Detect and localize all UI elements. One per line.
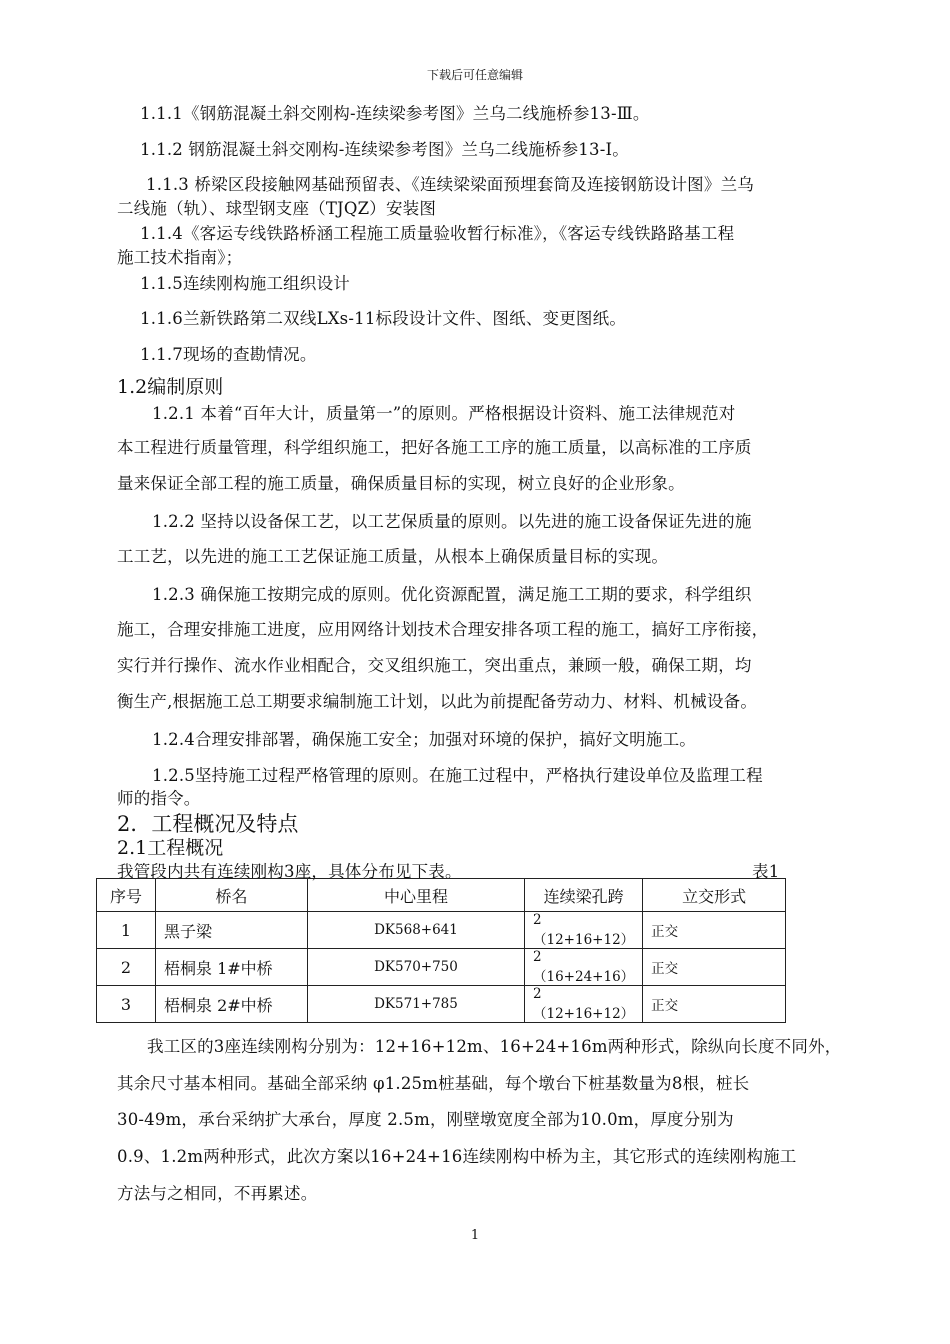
table-cell: 梧桐泉 2#中桥 — [156, 986, 308, 1023]
table-row — [97, 949, 786, 986]
table-cell: 2（12+16+12） — [525, 986, 643, 1023]
principle-line: 衡生产,根据施工总工期要求编制施工计划，以此为前提配备劳动力、材料、机械设备。 — [117, 692, 758, 711]
table-label: 表1 — [752, 862, 780, 881]
principle-line: 1.2.3 确保施工按期完成的原则。优化资源配置，满足施工工期的要求，科学组织 — [152, 585, 752, 604]
overview-line: 其余尺寸基本相同。基础全部采纳 φ1.25m桩基础，每个墩台下桩基数量为8根，桩长 — [117, 1074, 750, 1093]
header-cell: 立交形式 — [643, 879, 786, 912]
principle-line: 1.2.5坚持施工过程严格管理的原则。在施工过程中，严格执行建设单位及监理工程 — [152, 766, 763, 785]
principle-line: 师的指令。 — [117, 789, 201, 808]
table-cell: 正交 — [643, 986, 786, 1023]
principle-line: 1.2.2 坚持以设备保工艺，以工艺保质量的原则。以先进的施工设备保证先进的施 — [152, 512, 752, 531]
ref-1-1-7: 1.1.7现场的查勘情况。 — [140, 345, 317, 364]
ref-1-1-1: 1.1.1《钢筋混凝土斜交刚构-连续梁参考图》兰乌二线施桥参13-Ⅲ。 — [140, 104, 650, 123]
ref-1-1-4-cont: 施工技术指南》； — [117, 248, 243, 267]
ref-1-1-3: 1.1.3 桥梁区段接触网基础预留表、《连续梁梁面预埋套筒及连接钢筋设计图》兰乌 — [146, 175, 754, 194]
table-row — [97, 986, 786, 1023]
ref-1-1-3-cont: 二线施（轨）、球型钢支座（TJQZ）安装图 — [117, 199, 437, 218]
principle-line: 1.2.1 本着“百年大计，质量第一”的原则。严格根据设计资料、施工法律规范对 — [152, 404, 736, 423]
principle-line: 量来保证全部工程的施工质量，确保质量目标的实现，树立良好的企业形象。 — [117, 474, 685, 493]
table-cell: 1 — [97, 912, 156, 949]
table-cell: 黑子梁 — [156, 912, 308, 949]
principle-line: 本工程进行质量管理，科学组织施工，把好各施工工序的施工质量，以高标准的工序质 — [117, 438, 752, 457]
table-cell: 2（12+16+12） — [525, 912, 643, 949]
header-cell: 中心里程 — [308, 879, 525, 912]
section-1-2-title: 1.2编制原则 — [117, 376, 224, 398]
overview-line: 30-49m，承台采纳扩大承台，厚度 2.5m，刚壁墩宽度全部为10.0m，厚度分别为 — [117, 1110, 734, 1129]
header-cell: 桥名 — [156, 879, 308, 912]
table-cell: DK571+785 — [308, 986, 525, 1023]
table-cell: 梧桐泉 1#中桥 — [156, 949, 308, 986]
principle-line: 1.2.4合理安排部署，确保施工安全；加强对环境的保护，搞好文明施工。 — [152, 730, 696, 749]
table-cell: DK568+641 — [308, 912, 525, 949]
table-header-row — [97, 879, 786, 912]
ref-1-1-2: 1.1.2 钢筋混凝土斜交刚构-连续梁参考图》兰乌二线施桥参13-Ⅰ。 — [140, 140, 629, 159]
principle-line: 施工，合理安排施工进度，应用网络计划技术合理安排各项工程的施工，搞好工序衔接， — [117, 620, 769, 639]
overview-line: 方法与之相同，不再累述。 — [117, 1184, 318, 1203]
table-intro: 我管段内共有连续刚构3座，具体分布见下表。 — [117, 862, 462, 881]
table-cell: 正交 — [643, 949, 786, 986]
page-number: 1 — [470, 1228, 480, 1243]
ref-1-1-6: 1.1.6兰新铁路第二双线LXs-11标段设计文件、图纸、变更图纸。 — [140, 309, 627, 328]
table-cell: DK570+750 — [308, 949, 525, 986]
header-cell: 连续梁孔跨 — [525, 879, 643, 912]
table-cell: 2 — [97, 949, 156, 986]
table-cell: 正交 — [643, 912, 786, 949]
section-2-title: 2．工程概况及特点 — [117, 812, 299, 836]
table-cell: 2（16+24+16） — [525, 949, 643, 986]
overview-line: 0.9、1.2m两种形式，此次方案以16+24+16连续刚构中桥为主，其它形式的连续刚构施工 — [117, 1147, 797, 1166]
ref-1-1-5: 1.1.5连续刚构施工组织设计 — [140, 274, 350, 293]
ref-1-1-4: 1.1.4《客运专线铁路桥涵工程施工质量验收暂行标准》，《客运专线铁路路基工程 — [140, 224, 735, 243]
section-2-1-title: 2.1工程概况 — [117, 837, 224, 859]
table-cell: 3 — [97, 986, 156, 1023]
header-cell: 序号 — [97, 879, 156, 912]
page-header: 下载后可任意编辑 — [426, 68, 523, 82]
bridge-table — [96, 878, 786, 1023]
principle-line: 实行并行操作、流水作业相配合，交叉组织施工，突出重点，兼顾一般，确保工期，均 — [117, 656, 752, 675]
table-row — [97, 912, 786, 949]
principle-line: 工工艺，以先进的施工工艺保证施工质量，从根本上确保质量目标的实现。 — [117, 547, 669, 566]
overview-line: 我工区的3座连续刚构分别为：12+16+12m、16+24+16m两种形式，除纵向长度不同外， — [147, 1037, 842, 1056]
